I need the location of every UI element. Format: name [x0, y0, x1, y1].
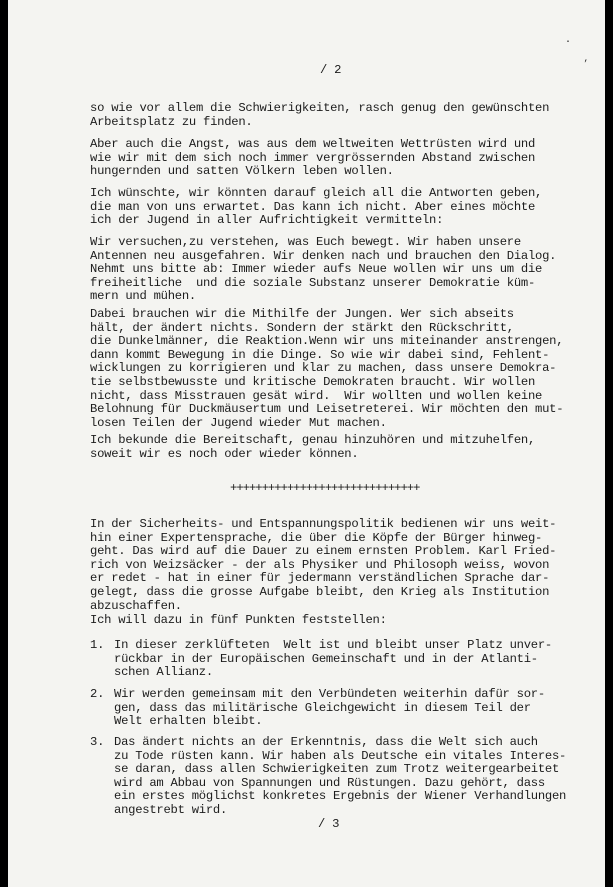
paragraph-1: so wie vor allem die Schwierigkeiten, rasch genug den gewünschten Arbeitsplatz zu finden. [90, 101, 550, 129]
paragraph-8: Ich will dazu in fünf Punkten feststellen: [90, 613, 387, 627]
paragraph-4: Wir versuchen,zu verstehen, was Euch bewegt. Wir haben unsere Antennen neu ausgefahren. Wir denken nach und brauchen den Dialog. Nehmt uns bitte ab: Immer wieder aufs Neue wollen wir uns um die freiheitliche und die soziale Substanz unserer Demokratie küm- mern und mühen. [90, 235, 557, 304]
paragraph-6: Ich bekunde die Bereitschaft, genau hinzuhören und mitzuhelfen, soweit wir es noch oder wieder können. [90, 433, 536, 461]
paragraph-2: Aber auch die Angst, was aus dem weltweiten Wettrüsten wird und wie wir mit dem sich noch immer vergrössernden Abstand zwischen hungernden und satten Völkern leben wollen. [90, 137, 536, 179]
list-item-text: Wir werden gemeinsam mit den Verbündeten weiterhin dafür sor- gen, dass das militärische Gleichgewicht in diesem Teil der Welt erhalten bleibt. [114, 687, 545, 729]
list-item-text: Das ändert nichts an der Erkenntnis, dass die Welt sich auch zu Tode rüsten kann. Wir haben als Deutsche ein vitales Interes- se daran, dass allen Schwierigkeiten zum Trotz weitergearbeitet wird am Abbau von Spannungen und Rüstungen. Dazu gehört, dass ein erstes möglichst konkretes Ergebnis der Wiener Verhandlungen angestrebt wird. [114, 735, 567, 817]
document-page [8, 0, 605, 887]
corner-mark-2: ’ [583, 59, 589, 69]
next-page-number: / 3 [318, 817, 340, 831]
page-number: / 2 [320, 63, 342, 77]
list-item-text: In dieser zerklüfteten Welt ist und bleibt unser Platz unver- rückbar in der Europäischen Gemeinschaft und in der Atlanti- schen Allianz. [114, 638, 552, 680]
paragraph-7: In der Sicherheits- und Entspannungspolitik bedienen wir uns weit- hin einer Expertensprache, die über die Köpfe der Bürger hinweg- geht. Das wird auf die Dauer zu einem ernsten Problem. Karl Fried- rich von Weizsäcker - der als Physiker und Philosoph weiss, wovon er redet - hat in einer für jedermann verständlichen Sprache dar- gelegt, dass die grosse Aufgabe bleibt, den Krieg als Institution abzuschaffen. [90, 517, 557, 613]
section-separator: ++++++++++++++++++++++++++++++ [230, 481, 420, 495]
list-item-number: 3. [90, 735, 105, 749]
paragraph-3: Ich wünschte, wir könnten darauf gleich all die Antworten geben, die man von uns erwartet. Das kann ich nicht. Aber eines möchte ich der Jugend in aller Aufrichtigkeit vermitteln: [90, 186, 543, 228]
corner-mark: · [565, 37, 571, 48]
list-item-number: 1. [90, 638, 105, 652]
paragraph-5: Dabei brauchen wir die Mithilfe der Jungen. Wer sich abseits hält, der ändert nichts. Sondern der stärkt den Rückschritt, die Dunkelmänner, die Reaktion.Wenn wir uns miteinander anstrengen, dann kommt Bewegung in die Dinge. So wie wir dabei sind, Fehlent- wicklungen zu korrigieren und klar zu machen, dass unsere Demokra- tie selbstbewusste und kritische Demokraten braucht. Wir wollen nicht, dass Misstrauen gesät wird. Wir wollten und wollen keine Belohnung für Duckmäusertum und Leisetreterei. Wir möchten den mut- losen Teilen der Jugend wieder Mut machen. [90, 307, 564, 430]
list-item-number: 2. [90, 687, 105, 701]
